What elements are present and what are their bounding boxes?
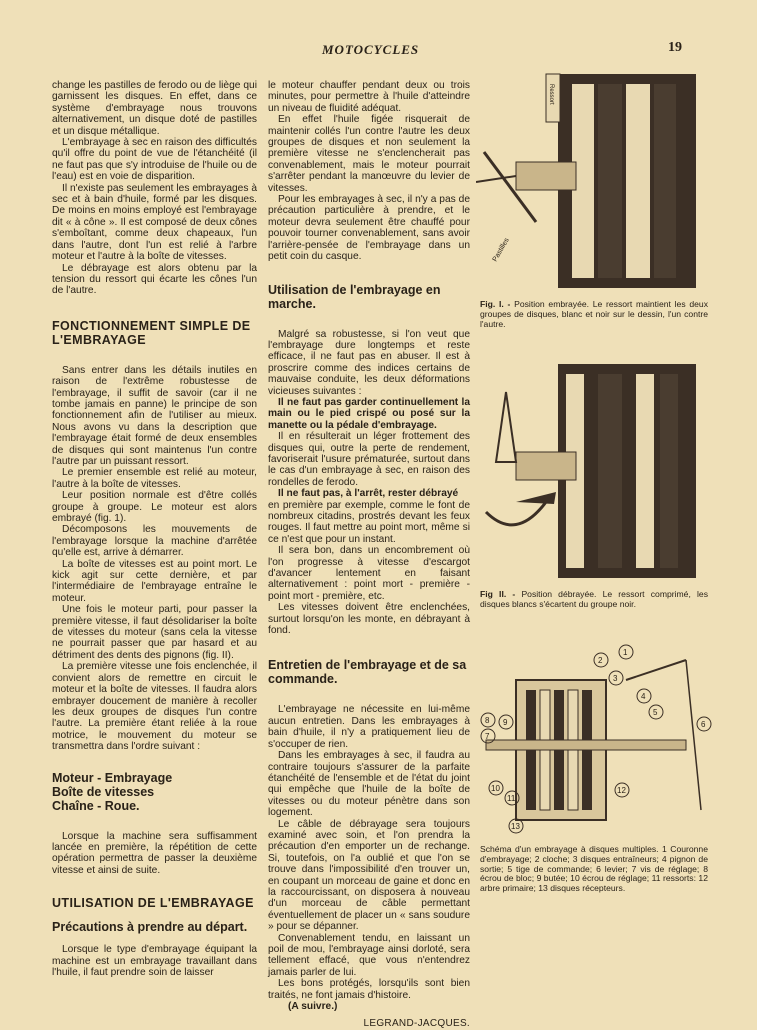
svg-text:6: 6 [701, 720, 706, 729]
column-middle [268, 80, 470, 1030]
body-paragraph: Malgré sa robustesse, si l'on veut que l'embrayage dure longtemps et reste efficace, il ne faut pas en abuser. Il est à proscrire comme des indices certains de mauvaise conduite, les deux déformations vicieuses suivantes : [268, 328, 470, 397]
arrow-right-icon [516, 492, 556, 504]
arrow-up-icon [496, 392, 516, 462]
svg-text:11: 11 [507, 794, 516, 803]
intro-paragraph: change les pastilles de ferodo ou de liège qui garnissent les disques. En effet, dans ce système d'embrayage nous trouvons alternativement, un disque doté de pastilles et un disque métallique. [52, 80, 257, 137]
chain-line: Boîte de vitesses [52, 784, 155, 799]
svg-text:12: 12 [617, 786, 626, 795]
column-left [52, 80, 257, 978]
running-head: MOTOCYCLES [322, 42, 420, 57]
figure-2-drawing [476, 352, 716, 584]
body-paragraph: Lorsque le type d'embrayage équipant la machine est un embrayage travaillant dans l'huile, il faut prendre soin de laisser [52, 944, 257, 978]
figure-3 [476, 640, 716, 840]
chain-line: Chaîne - Roue. [52, 798, 140, 813]
svg-text:4: 4 [641, 692, 646, 701]
white-disc [636, 374, 654, 568]
author-signature: LEGRAND-JACQUES. [363, 1018, 470, 1030]
body-paragraph: Une fois le moteur parti, pour passer la première vitesse, il faut désolidariser la boîte de vitesses du moteur (sans cela la vitesse ne pourrait passer que par hasard et au détriment des dents des pignons (fig. II). [52, 604, 257, 661]
body-paragraph: Il en résulterait un léger frottement des disques qui, outre la perte de rendement, favoriserait l'usure prématurée, surtout dans le cas d'un embrayage à sec, en raison des rondelles de ferodo. [268, 431, 470, 488]
black-disc [654, 84, 676, 278]
intro-paragraph: Il n'existe pas seulement les embrayages à sec et à bain d'huile, formé par les disques. De moins en moins employé est l'embrayage dit « à cône ». Il est composé de deux cônes s'emboîtant, comme deux chapeaux, l'un dans l'autre, dont l'un est relié à l'arbre moteur et l'autre à la boîte de vitesses. [52, 182, 257, 263]
black-disc [598, 374, 622, 568]
transmission-chain [52, 771, 257, 813]
svg-text:9: 9 [503, 718, 508, 727]
figure-3-drawing [476, 640, 716, 840]
body-paragraph: La boîte de vitesses est au point mort. Le kick agit sur cette dernière, et par l'intermédiaire de l'embrayage entraîne le moteur. [52, 558, 257, 604]
body-paragraph: le moteur chauffer pendant deux ou trois minutes, pour permettre à l'huile d'atteindre un niveau de fluidité adéquat. [268, 80, 470, 114]
command-lever [626, 660, 686, 680]
subsection-heading-precautions: Précautions à prendre au départ. [52, 920, 248, 935]
body-paragraph: Le premier ensemble est relié au moteur, l'autre à la boîte de vitesses. [52, 467, 257, 490]
body-paragraph: Les bons protégés, lorsqu'ils sont bien traités, ne font jamais d'histoire. [268, 978, 470, 1001]
body-paragraph: Le câble de débrayage sera toujours examiné avec soin, et l'on prendra la précaution d'en emporter un de rechange. Si, toutefois, on l'a oublié et que l'on se trouve dans l'impossibilité d'en trouver un, en coupant un morceau de gaine et donc en la raccourcissant, on disposera à nouveau d'un morceau de câble permettant éventuellement de placer un « sans soudure » pour se dépanner. [268, 818, 470, 933]
page-number: 19 [668, 40, 682, 55]
body-paragraph: Pour les embrayages à sec, il n'y a pas de précaution particulière à prendre, et le moteur devra seulement être chauffé pour pouvoir tourner convenablement, sans avoir l'arrière-pensée de l'embrayage dans un petit coin du casque. [268, 194, 470, 263]
svg-text:8: 8 [485, 716, 490, 725]
section-heading-utilisation: UTILISATION DE L'EMBRAYAGE [52, 896, 254, 911]
figure-1-label-ressort: Ressort [548, 84, 554, 105]
white-disc [626, 84, 650, 278]
body-paragraph: Dans les embrayages à sec, il faudra au contraire toujours s'assurer de la parfaite étanchéité de l'ensemble et de l'état du joint qui empêche que l'huile de la boîte de vitesses ou du moteur pénètre dans son logement. [268, 750, 470, 819]
svg-text:13: 13 [511, 822, 520, 831]
body-paragraph: Convenablement tendu, en laissant un poil de mou, l'embrayage ainsi dorloté, sera tellement effacé, que vous n'entendrez jamais parler de lui. [268, 932, 470, 978]
svg-text:2: 2 [598, 656, 603, 665]
lever [486, 502, 546, 525]
heading-utilisation-marche: Utilisation de l'embrayage en marche. [268, 282, 441, 311]
figure-1-drawing [476, 62, 716, 294]
figure-1-caption: Fig. I. - Position embrayée. Le ressort maintient les deux groupes de disques, blanc et noir sur le dessin, l'un contre l'autre. [480, 299, 708, 329]
shaft [516, 452, 576, 480]
chain-line: Moteur - Embrayage [52, 770, 173, 785]
rule-one: Il ne faut pas garder continuellement la main ou le pied crispé ou posé sur la manette ou la pédale d'embrayage. [268, 396, 470, 431]
black-disc [598, 84, 622, 278]
intro-paragraph: Le débrayage est alors obtenu par la tension du ressort qui écarte les cônes l'un de l'autre. [52, 262, 257, 297]
primary-shaft [486, 740, 686, 750]
body-paragraph: Décomposons les mouvements de l'embrayage lorsque la machine d'arrêtée qu'elle est, arrive à démarrer. [52, 524, 257, 559]
figure-1-label-pastilles: Pastilles [491, 236, 511, 263]
black-disc [660, 374, 678, 568]
body-paragraph: L'embrayage ne nécessite en lui-même aucun entretien. Dans les embrayages à bain d'huile, il n'y a pratiquement lieu de s'occuper de rien. [268, 704, 470, 750]
body-paragraph: en première par exemple, comme le font de nombreux citadins, prostrés devant les feux rouges. Il faut mettre au point mort, même si ce n'est que pour un instant. [268, 499, 470, 545]
svg-text:1: 1 [623, 648, 628, 657]
body-paragraph: Leur position normale est d'être collés groupe à groupe. Le moteur est alors embrayé (fig. 1). [52, 490, 257, 524]
svg-text:3: 3 [613, 674, 618, 683]
heading-entretien: Entretien de l'embrayage et de sa commande. [268, 658, 467, 687]
rule-two: Il ne faut pas, à l'arrêt, rester débrayé [278, 488, 459, 500]
body-paragraph: Les vitesses doivent être enclenchées, surtout lorsqu'on les monte, en débrayant à fond. [268, 602, 470, 637]
figure-2-caption: Fig II. - Position débrayée. Le ressort comprimé, les disques blancs s'écartent du groupe noir. [480, 589, 709, 609]
figure-2 [476, 352, 716, 584]
body-paragraph: En effet l'huile figée risquerait de maintenir collés l'un contre l'autre les deux groupes de disques et non seulement la première vitesse ne s'enclencherait pas convenablement, mais le moteur pourrait s'arrêter pendant la manœuvre du levier de vitesses. [268, 114, 470, 194]
body-paragraph: Lorsque la machine sera suffisamment lancée en première, la répétition de cette opération permettra de passer la deuxième vitesse et ainsi de suite. [52, 830, 257, 876]
body-paragraph: La première vitesse une fois enclenchée, il convient alors de remettre en circuit le moteur et la boîte de vitesses. Il faudra alors embrayer doucement de manière à recoller les deux groupes de disques l'un contre l'autre. La première étant reliée à la roue motrice, le mouvement du moteur se transmettra dans l'ordre suivant : [52, 661, 257, 753]
figure-3-caption: Schéma d'un embrayage à disques multiples. 1 Couronne d'embrayage; 2 cloche; 3 disques entraîneurs; 4 pignon de sortie; 5 tige de commande; 6 levier; 7 vis de réglage; 8 écrou de bloc; 9 butée; 10 écrou de réglage; 11 ressorts: 12 arbre primaire; 13 disques récepteurs. [480, 844, 708, 894]
svg-text:10: 10 [491, 784, 500, 793]
svg-text:5: 5 [653, 708, 658, 717]
to-be-continued: (A suivre.) [288, 1001, 338, 1013]
body-paragraph: Sans entrer dans les détails inutiles en raison de l'extrême robustesse de l'embrayage, il suffit de savoir (car il ne tombe jamais en panne) le principe de son fonctionnement afin de l'utiliser au mieux. Nous avons vu dans la description que l'embrayage était formé de deux ensembles de disques qui sont maintenus l'un contre l'autre par un puissant ressort. [52, 364, 257, 467]
svg-text:7: 7 [485, 732, 490, 741]
intro-paragraph: L'embrayage à sec en raison des difficultés qu'il offre du point de vue de l'étanchéité (il ne faut pas que s'y introduise de l'huile ou de l'eau) est en voie de disparition. [52, 137, 257, 183]
body-paragraph: Il sera bon, dans un encombrement où l'on progresse à vitesse d'escargot d'avancer lentement en faisant alternativement : point mort - première - point mort - première, etc. [268, 545, 470, 602]
figure-1 [476, 62, 716, 294]
section-heading-fonctionnement: FONCTIONNEMENT SIMPLE DE L'EMBRAYAGE [52, 318, 251, 347]
shaft [516, 162, 576, 190]
